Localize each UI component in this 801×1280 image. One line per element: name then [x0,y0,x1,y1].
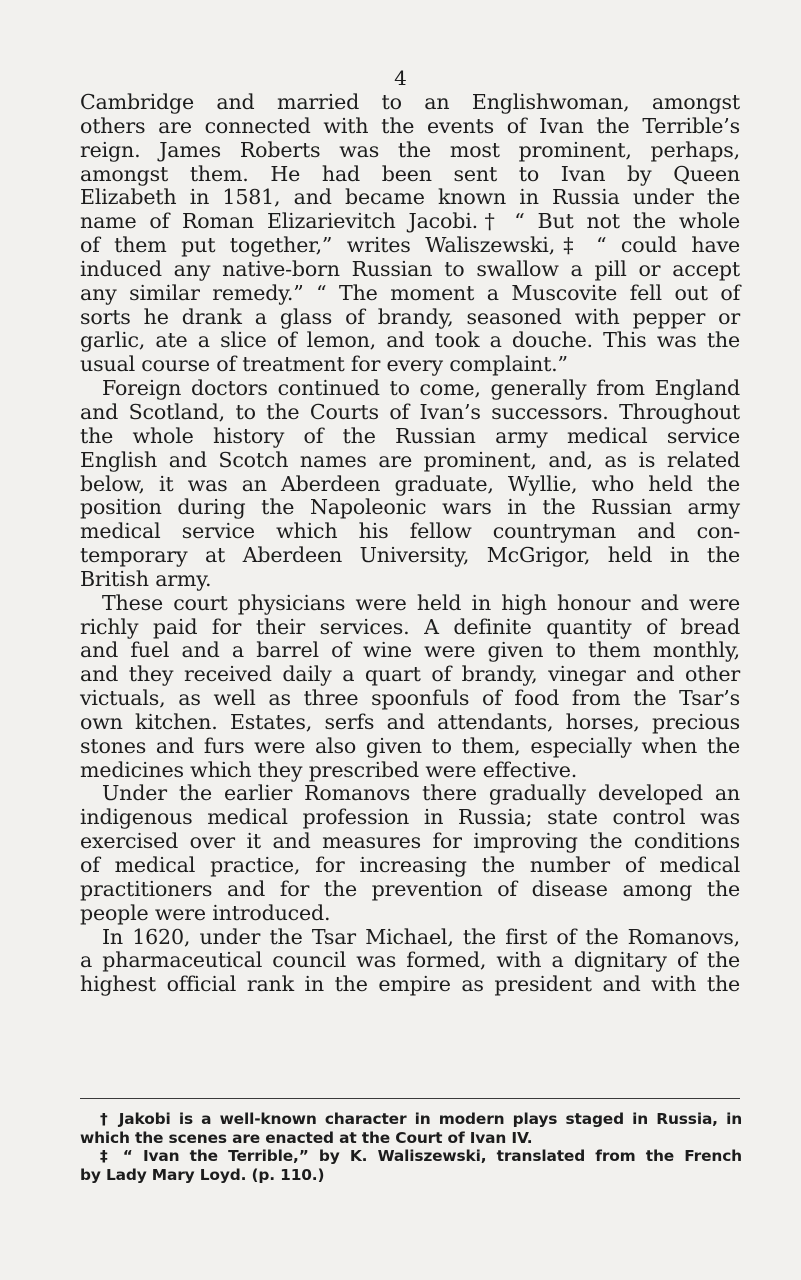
text-line: Elizabeth in 1581, and became known in Russia under the [80,185,740,210]
paragraph-2 [80,377,740,592]
text-line: own kitchen. Estates, serfs and attendants, horses, precious [80,709,740,734]
footnote-double-dagger [80,1147,742,1184]
text-line: a pharmaceutical council was formed, with a dignitary of the [80,948,740,973]
text-line: medicines which they prescribed were effective. [80,757,578,782]
text-line: English and Scotch names are prominent, and, as is related [80,447,740,472]
text-line: and Scotland, to the Courts of Ivan’s successors. Throughout [80,399,740,424]
page-number: 4 [394,66,407,90]
text-line: and they received daily a quart of brandy, vinegar and other [80,662,740,687]
footnotes [80,1110,742,1184]
footnote-divider [80,1098,740,1099]
text-line: medical service which his fellow countryman and con- [80,519,740,544]
text-line: victuals, as well as three spoonfuls of food from the Tsar’s [80,686,740,711]
text-line: others are connected with the events of Ivan the Terrible’s [80,113,740,138]
footnote-line: † Jakobi is a well-known character in modern plays staged in Russia, in [100,1110,742,1128]
text-line: and fuel and a barrel of wine were given to them monthly, [80,638,740,663]
text-line: induced any native-born Russian to swallow a pill or accept [80,256,740,281]
text-line: garlic, ate a slice of lemon, and took a douche. This was the [80,328,740,353]
text-line: of medical practice, for increasing the number of medical [80,853,740,877]
text-line: below, it was an Aberdeen graduate, Wyllie, who held the [80,471,740,496]
text-line: Cambridge and married to an Englishwoman, amongst [80,90,740,114]
text-line: amongst them. He had been sent to Ivan by Queen [80,161,740,186]
text-line: position during the Napoleonic wars in the Russian army [80,495,740,520]
text-line: Under the earlier Romanovs there gradually developed an [102,781,740,806]
text-line: sorts he drank a glass of brandy, seasoned with pepper or [80,304,740,329]
footnote-line: ‡ “ Ivan the Terrible,” by K. Waliszewski, translated from the French [100,1147,742,1165]
text-line: richly paid for their services. A definite quantity of bread [80,614,740,639]
text-line: These court physicians were held in high honour and were [102,590,740,615]
footnote-line: by Lady Mary Loyd. (p. 110.) [80,1165,325,1184]
text-line: name of Roman Elizarievitch Jacobi.† “ But not the whole [80,209,740,234]
text-line: usual course of treatment for every complaint.” [80,352,568,377]
text-line: Foreign doctors continued to come, generally from England [102,376,740,401]
text-line: temporary at Aberdeen University, McGrigor, held in the [80,543,740,568]
text-line: British army. [80,566,212,591]
footnote-line: which the scenes are enacted at the Court of Ivan IV. [80,1128,533,1147]
text-line: highest official rank in the empire as president and with the [80,972,740,997]
text-line: practitioners and for the prevention of disease among the [80,876,740,901]
paragraph-4 [80,782,740,925]
text-line: people were introduced. [80,900,331,925]
text-line: the whole history of the Russian army medical service [80,423,740,448]
paragraph-3 [80,592,740,783]
text-line: reign. James Roberts was the most prominent, perhaps, [80,137,740,162]
text-line: of them put together,” writes Waliszewski,‡ “ could have [80,233,740,258]
text-line: stones and furs were also given to them, especially when the [80,733,740,758]
footnote-dagger [80,1110,742,1147]
text-line: any similar remedy.” “ The moment a Muscovite fell out of [80,280,740,305]
text-line: In 1620, under the Tsar Michael, the first of the Romanovs, [102,924,740,949]
body-text [80,91,740,997]
text-line: indigenous medical profession in Russia; state control was [80,805,740,830]
text-line: exercised over it and measures for improving the conditions [80,829,740,854]
paragraph-1 [80,91,740,377]
paragraph-5 [80,926,740,998]
